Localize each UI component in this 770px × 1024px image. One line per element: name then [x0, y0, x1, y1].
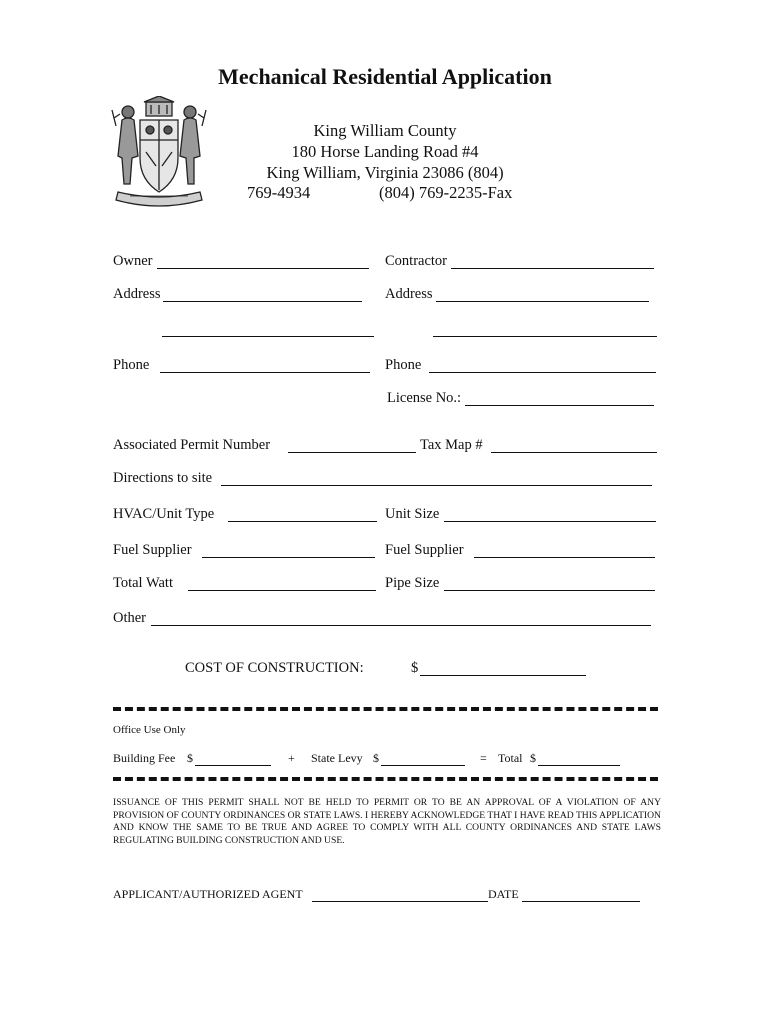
contractor-phone-label: Phone: [385, 357, 422, 373]
county-fax: (804) 769-2235-Fax: [379, 183, 513, 202]
dashed-divider: [113, 777, 658, 781]
owner-address-line2-field[interactable]: [162, 336, 374, 337]
date-label: DATE: [488, 887, 519, 901]
county-phone: 769-4934: [247, 183, 311, 202]
state-levy-field[interactable]: [381, 765, 465, 766]
directions-label: Directions to site: [113, 470, 213, 486]
building-fee-field[interactable]: [195, 765, 271, 766]
building-fee-label: Building Fee: [113, 751, 176, 765]
hvac-label: HVAC/Unit Type: [113, 506, 215, 522]
contractor-address-line2-field[interactable]: [433, 336, 657, 337]
other-label: Other: [113, 610, 147, 626]
state-levy-label: State Levy: [311, 751, 363, 765]
dashed-divider: [113, 707, 658, 711]
directions-field[interactable]: [221, 485, 652, 486]
license-field[interactable]: [465, 405, 654, 406]
total-watt-field[interactable]: [188, 590, 376, 591]
permit-field[interactable]: [288, 452, 416, 453]
equals-sign: =: [480, 751, 487, 765]
building-fee-currency: $: [187, 751, 193, 765]
contractor-phone-field[interactable]: [429, 372, 656, 373]
county-seal-icon: [110, 96, 208, 216]
owner-label: Owner: [113, 253, 153, 269]
office-use-label: Office Use Only: [113, 724, 186, 736]
page-title: Mechanical Residential Application: [218, 64, 552, 89]
permit-label: Associated Permit Number: [113, 437, 271, 453]
owner-phone-field[interactable]: [160, 372, 370, 373]
cost-label: COST OF CONSTRUCTION:: [185, 660, 364, 676]
tax-map-label: Tax Map #: [420, 437, 483, 453]
agent-label: APPLICANT/AUTHORIZED AGENT: [113, 887, 303, 901]
contractor-address-field[interactable]: [436, 301, 649, 302]
owner-phone-label: Phone: [113, 357, 150, 373]
cost-currency: $: [411, 660, 419, 676]
fuel-supplier-left-label: Fuel Supplier: [113, 542, 192, 558]
agent-signature-field[interactable]: [312, 901, 488, 902]
date-field[interactable]: [522, 901, 640, 902]
fuel-supplier-left-field[interactable]: [202, 557, 375, 558]
contractor-address-label: Address: [385, 286, 433, 302]
state-levy-currency: $: [373, 751, 379, 765]
owner-address-field[interactable]: [163, 301, 362, 302]
county-street: 180 Horse Landing Road #4: [291, 142, 479, 161]
fuel-supplier-right-field[interactable]: [474, 557, 655, 558]
fuel-supplier-right-label: Fuel Supplier: [385, 542, 464, 558]
unit-size-field[interactable]: [444, 521, 656, 522]
pipe-size-label: Pipe Size: [385, 575, 440, 591]
hvac-field[interactable]: [228, 521, 377, 522]
permit-notice: ISSUANCE OF THIS PERMIT SHALL NOT BE HELD TO PERMIT OR TO BE AN APPROVAL OF A VIOLATION OF ANY PROVISION OF COUNTY ORDINANCES OR STATE LAWS. I HEREBY ACKNOWLEDGE THAT I HAVE READ THIS APPLICATION AND KNOW THE SAME TO BE TRUE AND AGREE TO COMPLY WITH ALL COUNTY ORDINANCES AND STATE LAWS REGULATING BUILDING CONSTRUCTION AND USE.: [113, 797, 661, 846]
pipe-size-field[interactable]: [444, 590, 655, 591]
license-label: License No.:: [387, 390, 462, 406]
other-field[interactable]: [151, 625, 651, 626]
owner-field[interactable]: [157, 268, 369, 269]
total-field[interactable]: [538, 765, 620, 766]
county-city-line: King William, Virginia 23086 (804): [266, 163, 504, 182]
total-label: Total: [498, 751, 523, 765]
county-name: King William County: [313, 121, 457, 140]
total-currency: $: [530, 751, 536, 765]
tax-map-field[interactable]: [491, 452, 657, 453]
owner-address-label: Address: [113, 286, 161, 302]
total-watt-label: Total Watt: [113, 575, 173, 591]
contractor-field[interactable]: [451, 268, 654, 269]
cost-field[interactable]: [420, 675, 586, 676]
unit-size-label: Unit Size: [385, 506, 440, 522]
county-address: [240, 120, 530, 183]
plus-sign: +: [288, 751, 295, 765]
contractor-label: Contractor: [385, 253, 448, 269]
